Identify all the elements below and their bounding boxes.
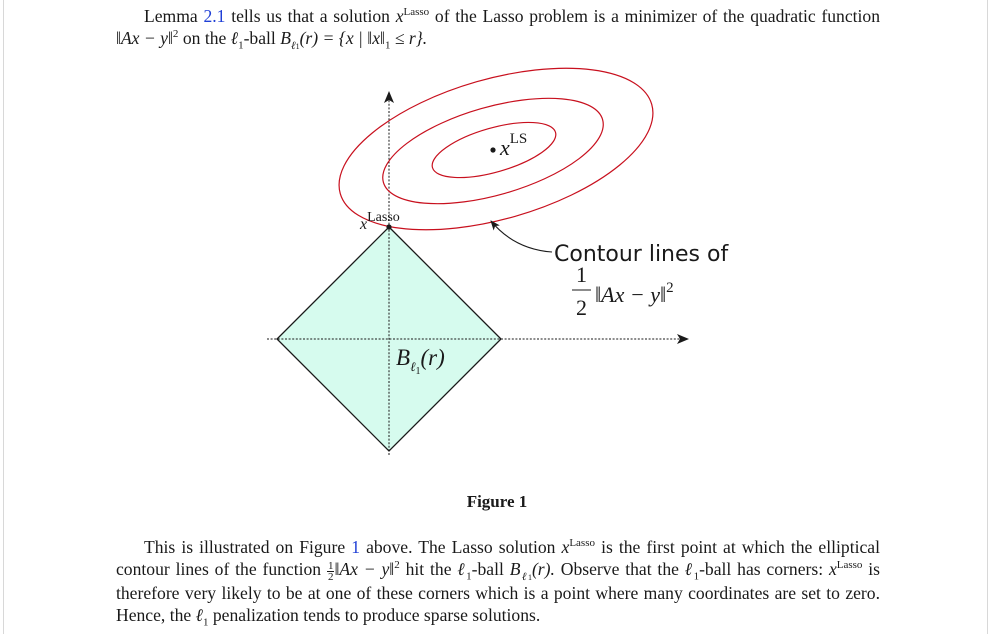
contour-frac-den: 2 bbox=[576, 295, 587, 320]
contour-frac-num: 1 bbox=[576, 262, 587, 287]
x-symbol-2: x bbox=[561, 537, 570, 557]
ball-definition: (r) = {x | ‖x‖ bbox=[299, 28, 385, 49]
explain-text-2: above. The Lasso solution bbox=[366, 537, 556, 557]
norm-expression: ‖Ax − y‖ bbox=[116, 28, 173, 49]
contour-annotation-arrow bbox=[491, 221, 552, 252]
ell-symbol: ℓ bbox=[230, 28, 239, 49]
figure-ref-link[interactable]: 1 bbox=[351, 537, 361, 557]
explain-text-3: is the first point at which the elliptical contour lines of the function bbox=[116, 537, 880, 580]
explain-text-1: This is illustrated on Figure bbox=[144, 537, 346, 557]
contour-label: Contour lines of bbox=[554, 242, 729, 267]
ball-symbol-2: B bbox=[509, 559, 521, 580]
explain-text-6: Observe that the bbox=[560, 559, 679, 580]
label-ball: $B_\ell 1(r)$ bbox=[396, 345, 445, 377]
ell-symbol-3: ℓ bbox=[684, 559, 694, 580]
ball-definition-end: ≤ r}. bbox=[394, 28, 428, 49]
ell-symbol-4: ℓ bbox=[195, 604, 203, 625]
lasso-superscript-2: Lasso bbox=[569, 537, 595, 550]
ell-subscript-3: 1 bbox=[693, 570, 700, 583]
explain-text-5: -ball bbox=[471, 559, 504, 580]
intro-text-3: on the bbox=[182, 28, 227, 49]
figure-caption: Figure 1 bbox=[466, 492, 528, 511]
ell-subscript-4: 1 bbox=[202, 616, 209, 629]
x-symbol-3: x bbox=[828, 559, 837, 580]
explain-text-4: hit the bbox=[405, 559, 452, 580]
lasso-superscript: Lasso bbox=[403, 6, 430, 19]
lemma-ref-link[interactable]: 2.1 bbox=[203, 6, 226, 26]
ball-subscript-2: ℓ1 bbox=[520, 570, 532, 583]
ell-subscript-2: 1 bbox=[466, 570, 472, 583]
norm-expression-2: ‖Ax − y‖ bbox=[334, 559, 395, 580]
ell-symbol-2: ℓ bbox=[457, 559, 467, 580]
square-superscript: 2 bbox=[172, 28, 179, 41]
explain-text-7: -ball has corners: bbox=[699, 559, 824, 580]
norm-subscript: 1 bbox=[384, 39, 391, 52]
x-symbol: x bbox=[395, 6, 404, 26]
ell-subscript: 1 bbox=[238, 39, 244, 52]
lemma-word: Lemma bbox=[144, 6, 198, 26]
intro-text-4: -ball bbox=[243, 28, 276, 49]
intro-text-2: of the Lasso problem is a minimizer of the quadratic function bbox=[434, 6, 881, 26]
square-superscript-2: 2 bbox=[394, 559, 400, 572]
label-xls: $x^{LS}$ bbox=[500, 131, 528, 160]
lasso-superscript-3: Lasso bbox=[836, 559, 863, 572]
half-fraction: $\frac{1}{2}$ bbox=[327, 559, 334, 583]
label-xlasso: xLasso bbox=[360, 210, 400, 233]
explain-text-8: is therefore very likely to be at one of these corners which is a point where many coordinates are set to zero. Hence, the bbox=[116, 559, 881, 625]
point-xls bbox=[490, 147, 495, 152]
point-xlasso bbox=[386, 224, 391, 229]
ball-symbol: B bbox=[280, 28, 291, 49]
intro-text-1: tells us that a solution bbox=[231, 6, 390, 26]
contour-norm: ‖Ax − y‖$^2$ bbox=[595, 280, 674, 307]
paragraph-explanation bbox=[116, 536, 881, 629]
explain-text-9: penalization tends to produce sparse solutions. bbox=[212, 604, 541, 625]
ball-arg-2: (r). bbox=[531, 559, 555, 580]
ball-subscript: ℓ1 bbox=[290, 39, 300, 52]
